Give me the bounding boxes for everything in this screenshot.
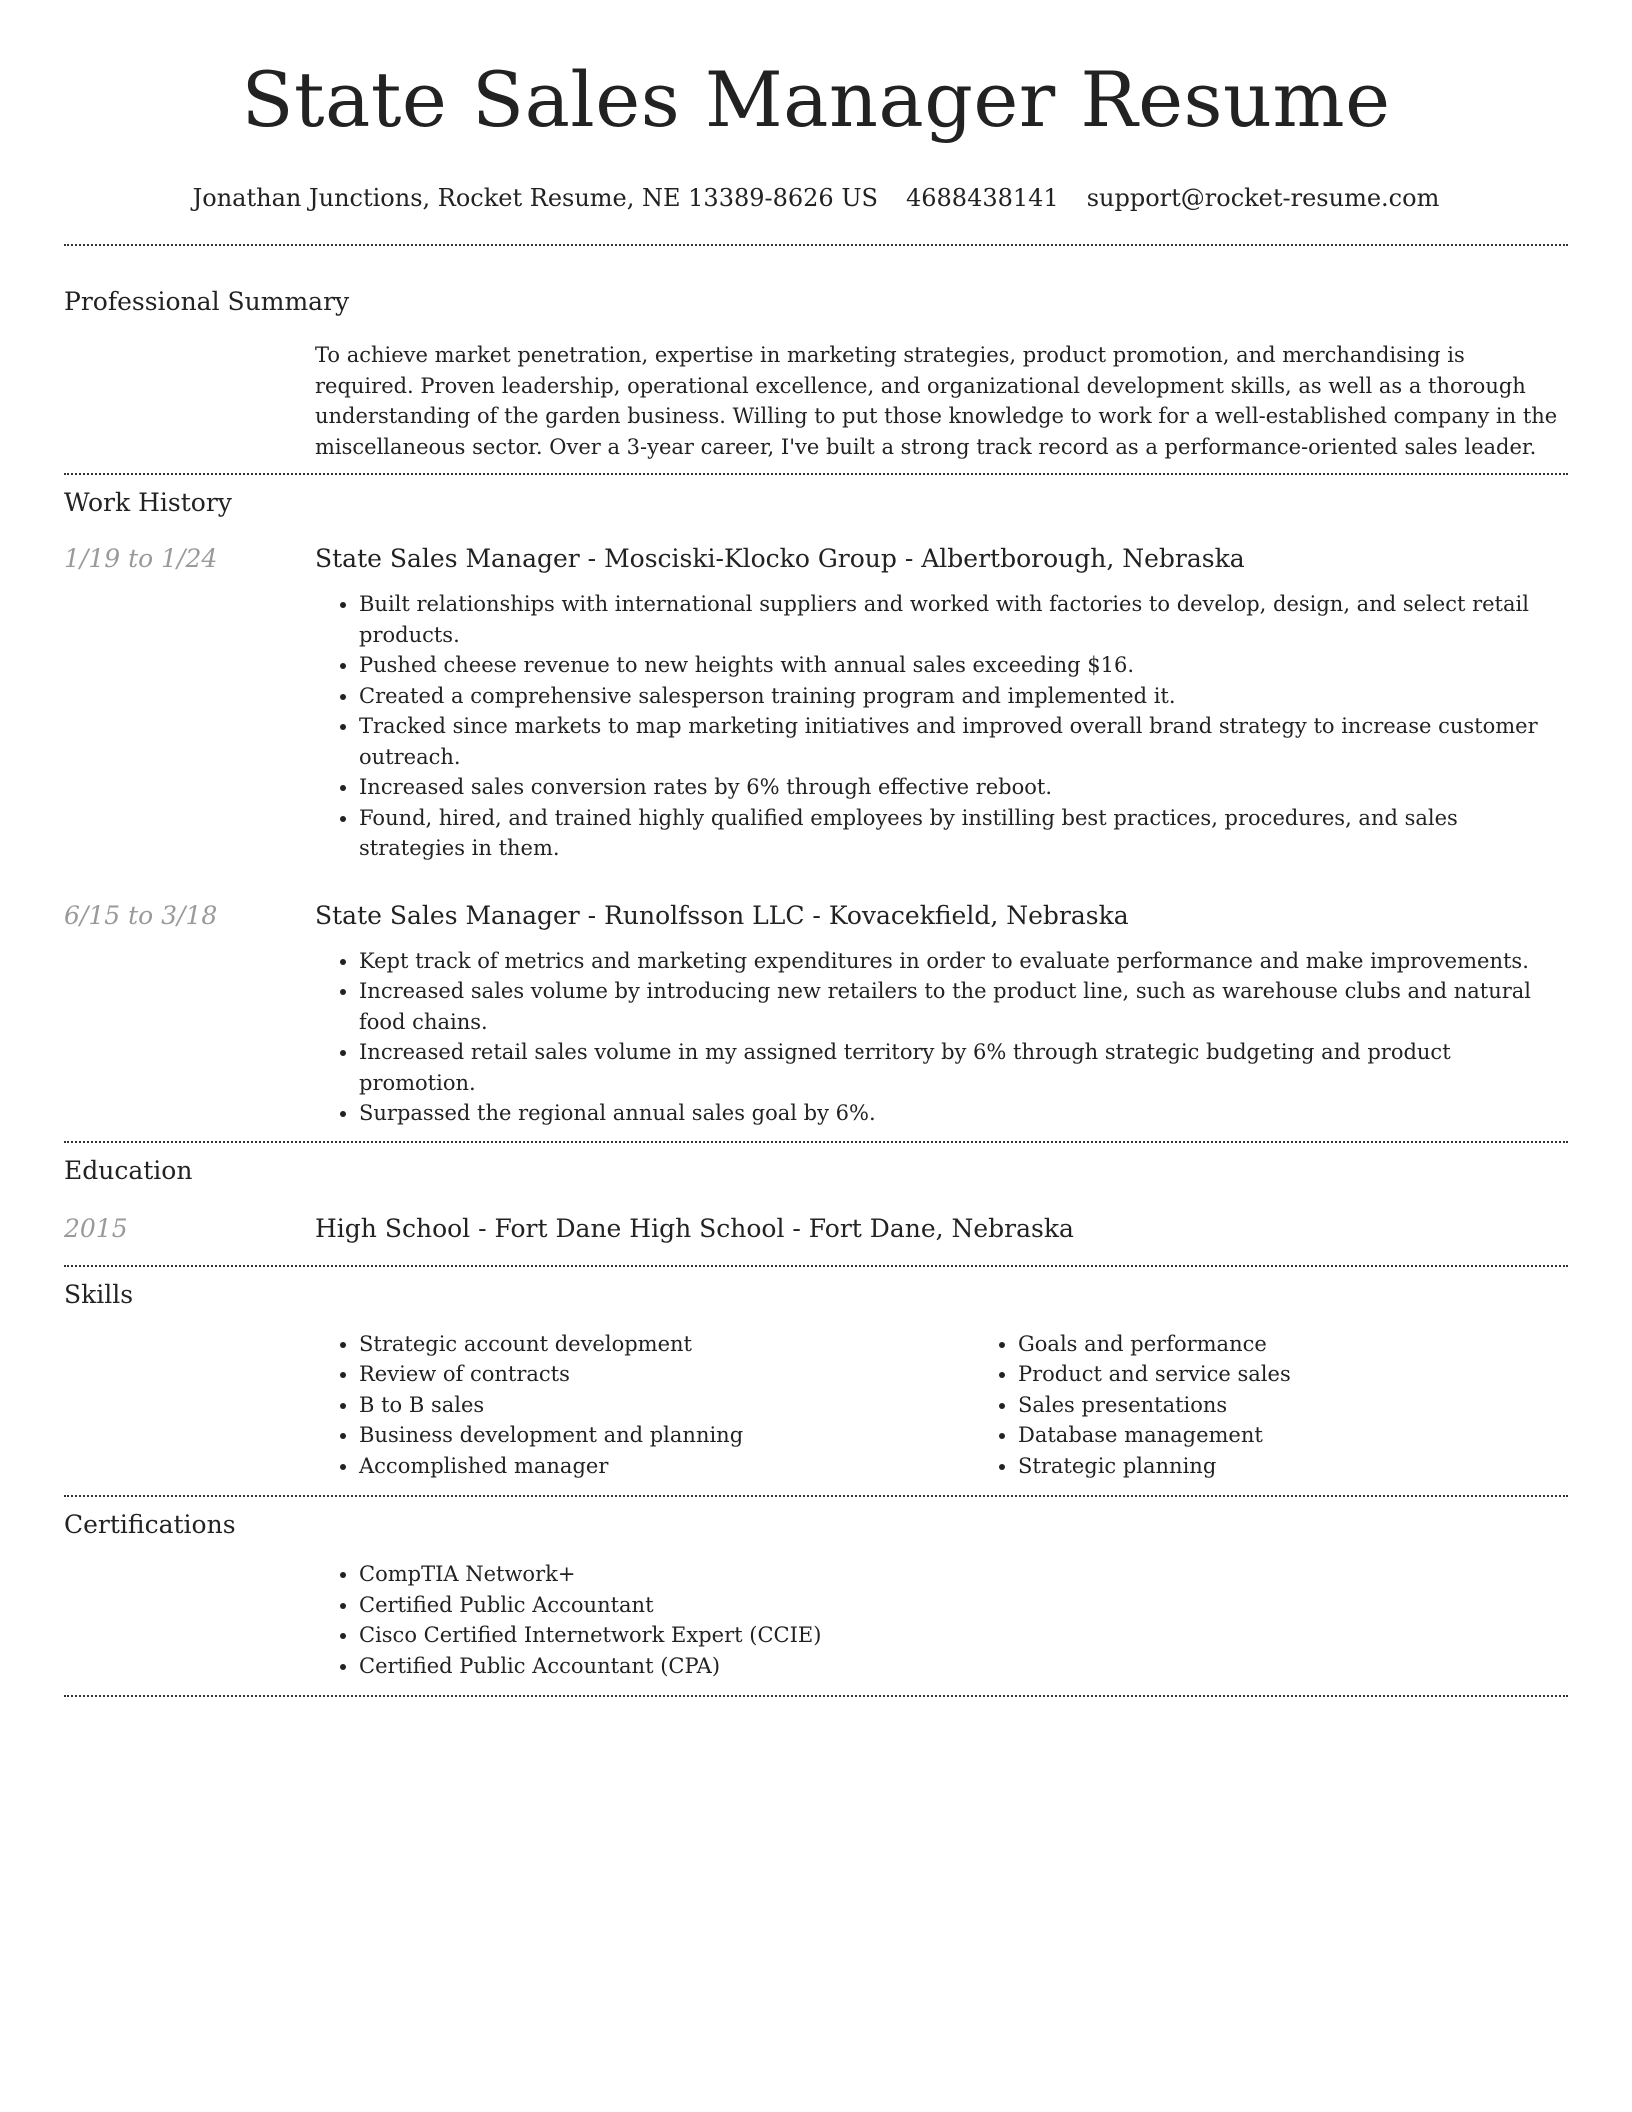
certifications-divider [64, 1695, 1568, 1697]
list-item: • Product and service sales [1018, 1359, 1632, 1390]
job-bullets [315, 589, 1568, 864]
skills-spacer [64, 1329, 315, 1482]
list-item: • Sales presentations [1018, 1390, 1632, 1421]
work-section [64, 475, 1568, 1129]
contact-line [64, 182, 1568, 214]
list-item: • Business development and planning [359, 1420, 974, 1451]
education-title: High School - Fort Dane High School - Fort Dane, Nebraska [315, 1213, 1074, 1243]
job-bullets [315, 946, 1568, 1129]
skills-list-right [974, 1329, 1632, 1482]
list-item: • Increased sales volume by introducing new retailers to the product line, such as warehouse clubs and natural food chains. [359, 976, 1568, 1037]
certifications-row [64, 1559, 1568, 1681]
job-dates: 1/19 to 1/24 [64, 544, 218, 573]
job-entry [64, 543, 1568, 864]
summary-spacer [64, 340, 315, 462]
list-item: • Increased sales conversion rates by 6% through effective reboot. [359, 772, 1568, 803]
certifications-section [64, 1497, 1568, 1681]
certifications-spacer [64, 1559, 315, 1681]
summary-heading: Professional Summary [64, 287, 350, 316]
list-item: • CompTIA Network+ [359, 1559, 1568, 1590]
summary-section [64, 246, 1568, 462]
job-title: State Sales Manager - Mosciski-Klocko Group - Albertborough, Nebraska [315, 544, 1245, 573]
list-item: • Kept track of metrics and marketing expenditures in order to evaluate performance and make improvements. [359, 946, 1568, 977]
list-item: • Database management [1018, 1420, 1632, 1451]
list-item: • Certified Public Accountant [359, 1590, 1568, 1621]
summary-row [64, 340, 1568, 462]
education-heading: Education [64, 1155, 193, 1185]
skills-list-left [315, 1329, 974, 1482]
list-item: • Certified Public Accountant (CPA) [359, 1651, 1568, 1682]
contact-address: Jonathan Junctions, Rocket Resume, NE 13389-8626 US [192, 184, 878, 212]
list-item: • Found, hired, and trained highly qualified employees by instilling best practices, procedures, and sales strategies in them. [359, 803, 1568, 864]
education-year: 2015 [64, 1213, 128, 1243]
list-item: • Tracked since markets to map marketing initiatives and improved overall brand strategy to increase customer outreach. [359, 711, 1568, 772]
skills-row [64, 1329, 1568, 1482]
list-item: • Accomplished manager [359, 1451, 974, 1482]
list-item: • Strategic planning [1018, 1451, 1632, 1482]
list-item: • Goals and performance [1018, 1329, 1632, 1360]
summary-text: To achieve market penetration, expertise in marketing strategies, product promotion, and merchandising is required. Proven leadership, operational excellence, and organizational development skills, as well as a thorough understanding of the garden business. Willing to put those knowledge to work for a well-established company in the miscellaneous sector. Over a 3-year career, I've built a strong track record as a performance-oriented sales leader. [315, 343, 1558, 459]
list-item: • Increased retail sales volume in my assigned territory by 6% through strategic budgeting and product promotion. [359, 1037, 1568, 1098]
job-dates: 6/15 to 3/18 [64, 900, 218, 930]
certifications-heading: Certifications [64, 1510, 236, 1539]
list-item: • Cisco Certified Internetwork Expert (CCIE) [359, 1620, 1568, 1651]
list-item: • Built relationships with international suppliers and worked with factories to develop, design, and select retail products. [359, 589, 1568, 650]
list-item: • Surpassed the regional annual sales goal by 6%. [359, 1098, 1568, 1129]
skills-heading: Skills [64, 1279, 134, 1309]
list-item: • Pushed cheese revenue to new heights with annual sales exceeding $16. [359, 650, 1568, 681]
page-title: State Sales Manager Resume [241, 55, 1391, 144]
contact-phone: 4688438141 [906, 184, 1059, 212]
skills-section [64, 1267, 1568, 1482]
work-heading: Work History [64, 488, 232, 517]
contact-email: support@rocket-resume.com [1086, 184, 1440, 212]
certifications-list [315, 1559, 1568, 1681]
list-item: • Review of contracts [359, 1359, 974, 1390]
list-item: • Strategic account development [359, 1329, 974, 1360]
list-item: • B to B sales [359, 1390, 974, 1421]
job-title: State Sales Manager - Runolfsson LLC - Kovacekfield, Nebraska [315, 900, 1129, 930]
education-section [64, 1143, 1568, 1245]
education-entry [64, 1213, 1568, 1245]
list-item: • Created a comprehensive salesperson training program and implemented it. [359, 681, 1568, 712]
job-entry [64, 900, 1568, 1129]
